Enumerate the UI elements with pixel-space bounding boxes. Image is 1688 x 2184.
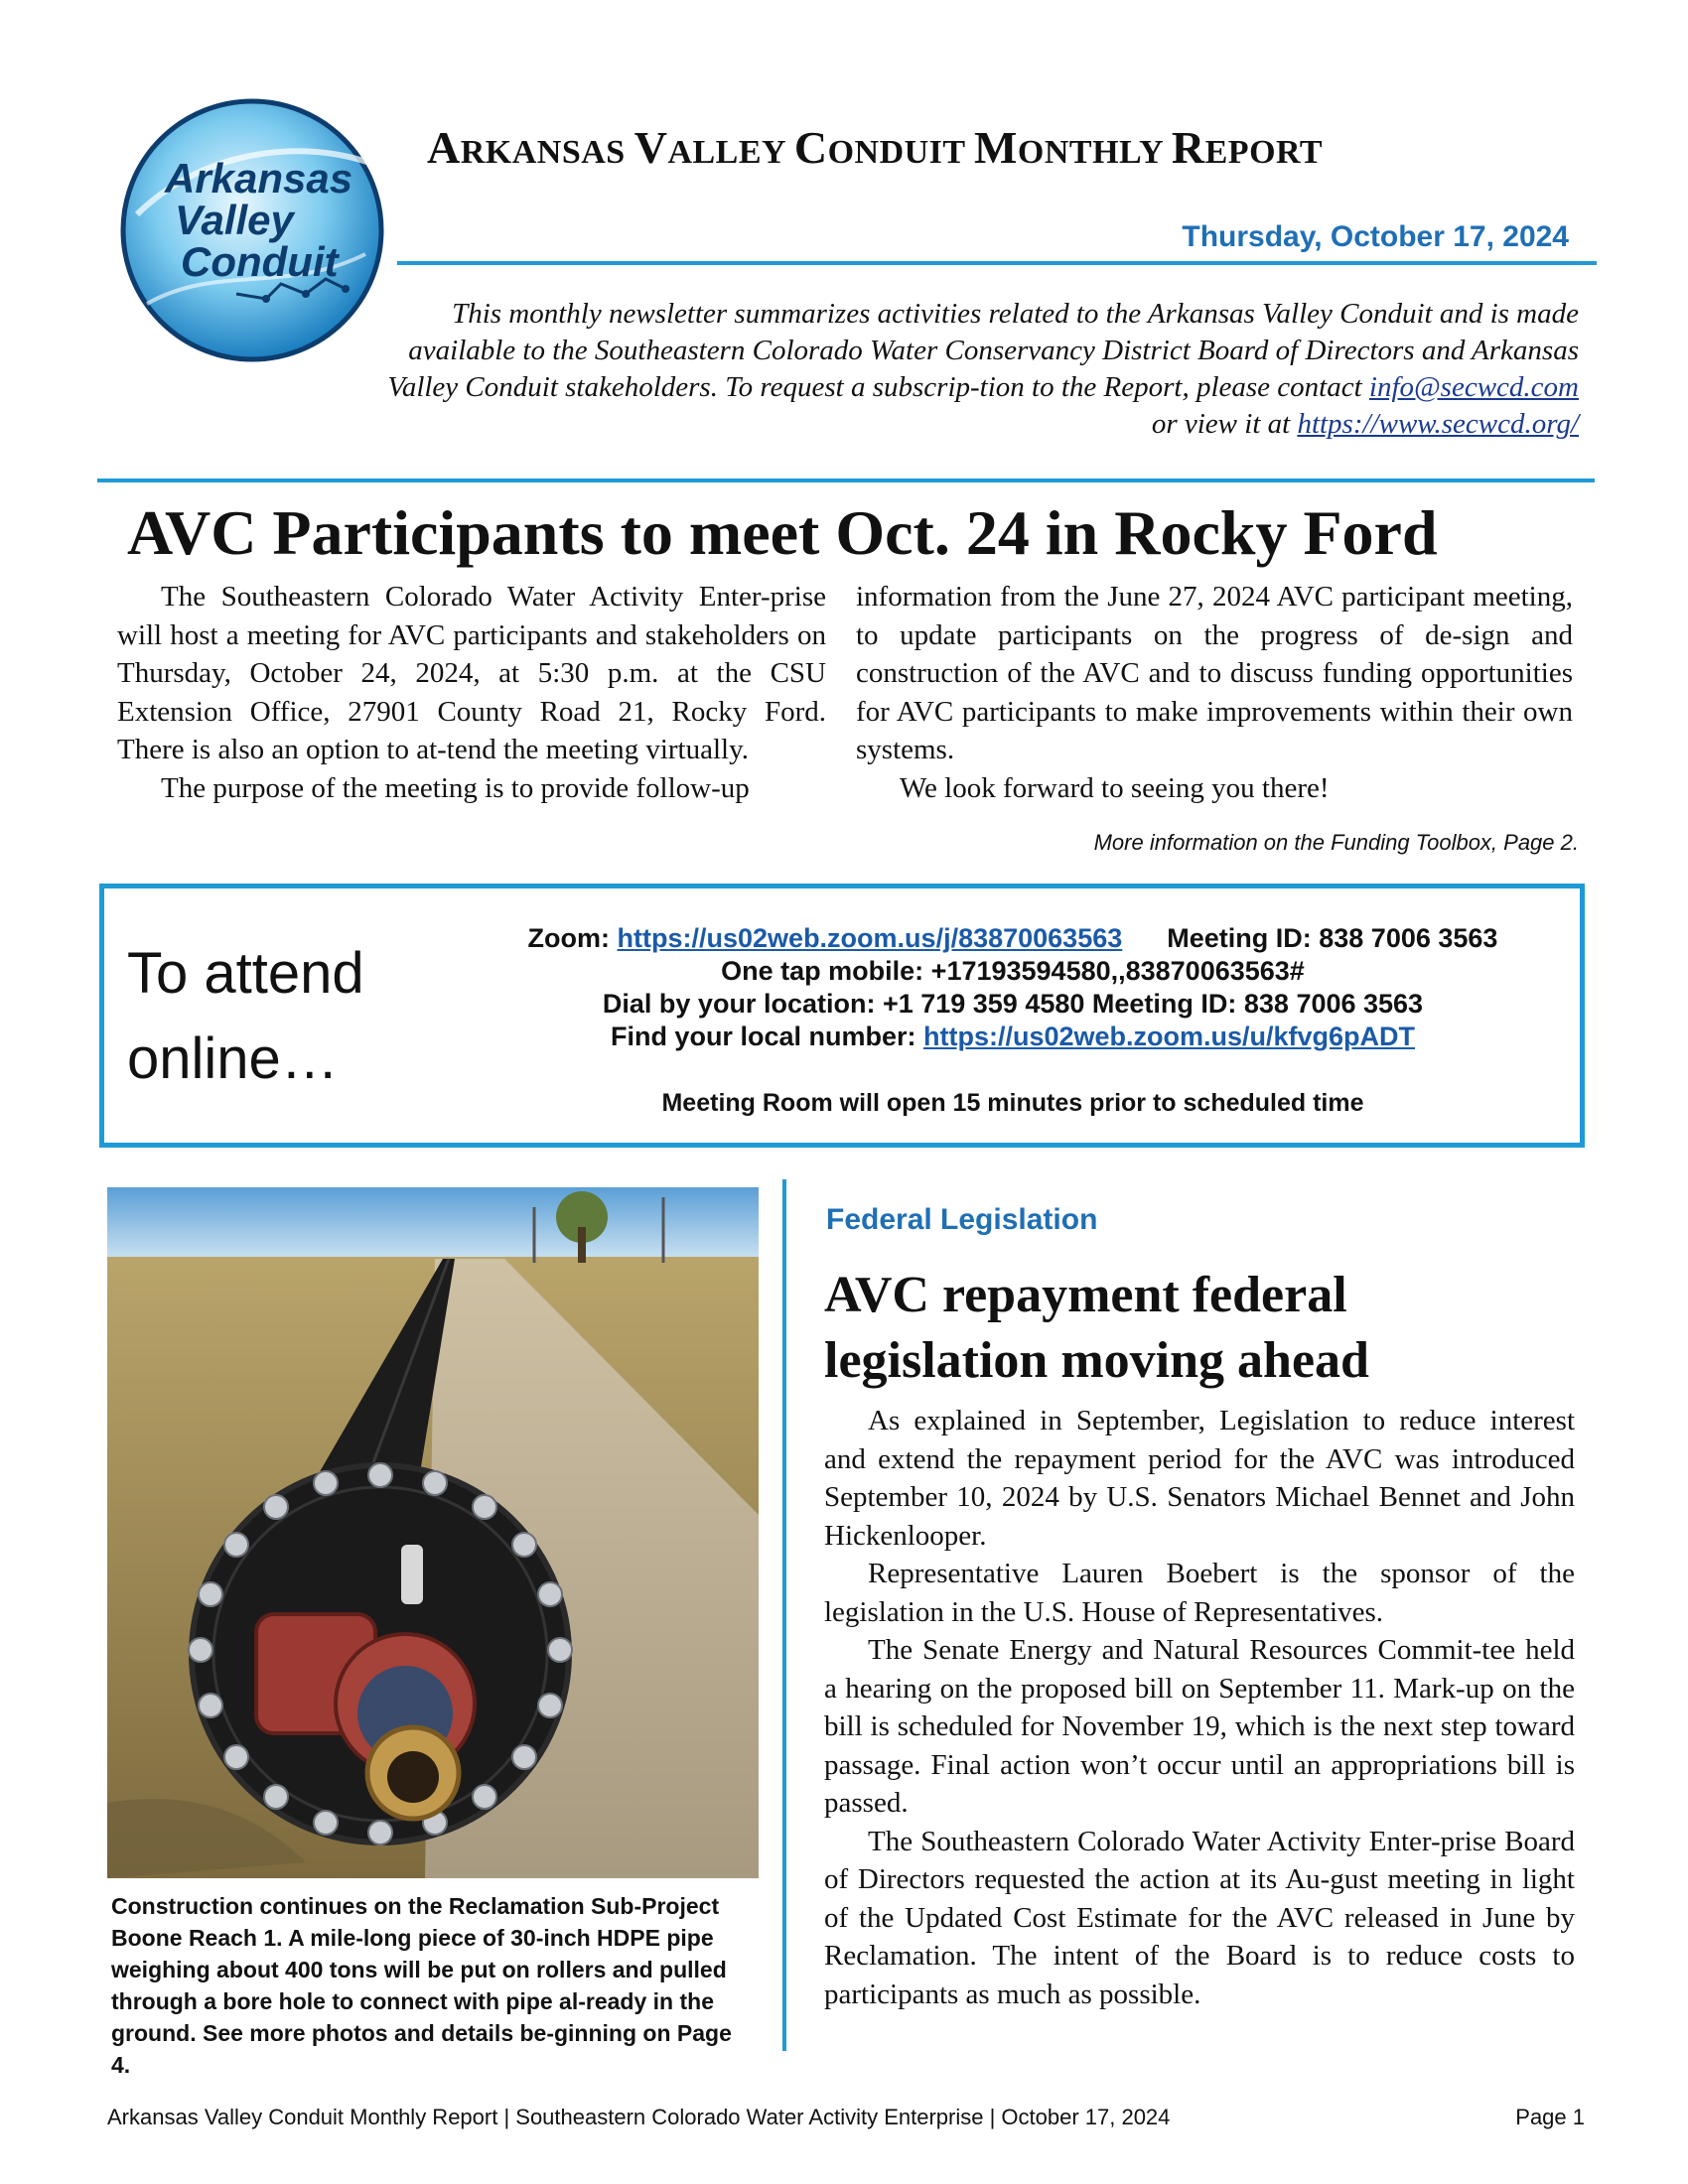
- title-cap: A: [427, 122, 461, 173]
- title-cap: C: [793, 122, 828, 173]
- intro-paragraph: [367, 296, 1579, 443]
- column-divider: [782, 1179, 786, 2051]
- lead-column-right: [856, 578, 1573, 807]
- avc-logo: [117, 95, 387, 365]
- dial-by-location: Dial by your location: +1 719 359 4580 Meeting ID: 838 7006 3563: [602, 989, 1424, 1019]
- intro-text: This monthly newsletter summarizes activities related to the Arkansas Valley Conduit and is made available to the Southeastern Colorado Water Conservancy District Board of Directors and Arkansas Valley Conduit stakeholders. To request a subscrip-tion to the Report, please contact: [387, 298, 1579, 403]
- local-number-link[interactable]: https://us02web.zoom.us/u/kfvg6pADT: [922, 1022, 1416, 1051]
- zoom-meeting-link[interactable]: https://us02web.zoom.us/j/83870063563: [617, 923, 1123, 953]
- title-cap: R: [1171, 122, 1205, 173]
- email-link[interactable]: info@secwcd.com: [1368, 371, 1579, 403]
- issue-date: Thursday, October 17, 2024: [1182, 220, 1569, 253]
- section-divider: [97, 478, 1595, 482]
- local-number-line: [447, 1022, 1579, 1052]
- masthead-title: [427, 121, 1529, 174]
- title-rest: ONDUIT: [827, 134, 974, 171]
- online-label-line: online…: [127, 1026, 339, 1091]
- federal-headline: AVC repayment federal legislation moving ahead: [824, 1267, 1369, 1389]
- page-number: Page 1: [1515, 2105, 1585, 2129]
- one-tap-mobile: One tap mobile: +17193594580,,83870063563#: [721, 956, 1305, 986]
- federal-paragraph: The Senate Energy and Natural Resources Commit-tee held a hearing on the proposed bill on September 11. Mark-up on the bill is scheduled for November 19, which is the next step toward passage. Final action won’t occur until an appropriations bill is passed.: [824, 1634, 1575, 1819]
- zoom-label: Zoom:: [527, 923, 618, 953]
- title-rest: RKANSAS: [460, 134, 634, 171]
- page-footer: Arkansas Valley Conduit Monthly Report | Southeastern Colorado Water Activity Enterprise | October 17, 2024: [107, 2105, 1171, 2129]
- federal-paragraph: Representative Lauren Boebert is the sponsor of the legislation in the U.S. House of Representatives.: [824, 1558, 1575, 1628]
- zoom-link-line: [447, 923, 1579, 954]
- lead-paragraph: The Southeastern Colorado Water Activity Enter-prise will host a meeting for AVC participants and stakeholders on Thursday, October 24, 2024, at 5:30 p.m. at the CSU Extension Office, 27901 County Road 21, Rocky Ford. There is also an option to at-tend the meeting virtually.: [117, 581, 826, 765]
- lead-column-left: [117, 578, 826, 807]
- online-label-line: To attend: [127, 941, 364, 1006]
- federal-paragraph: The Southeastern Colorado Water Activity Enter-prise Board of Directors requested the action at its Au-gust meeting in light of the Updated Cost Estimate for the AVC released in June by Reclamation. The intent of the Board is to reduce costs to participants as much as possible.: [824, 1825, 1575, 2010]
- lead-headline: AVC Participants to meet Oct. 24 in Rocky Ford: [127, 497, 1438, 568]
- website-link[interactable]: https://www.secwcd.org/: [1297, 408, 1579, 440]
- lead-paragraph: information from the June 27, 2024 AVC participant meeting, to update participants on the progress of de-sign and construction of the AVC and to discuss funding opportunities for AVC participants to make improvements within their own systems.: [856, 581, 1573, 765]
- meeting-room-note: Meeting Room will open 15 minutes prior to scheduled time: [661, 1089, 1364, 1117]
- meeting-id: Meeting ID: 838 7006 3563: [1167, 923, 1498, 953]
- online-label: [127, 931, 425, 1102]
- federal-body: [824, 1402, 1575, 2013]
- logo-word-1: Arkansas: [165, 155, 353, 202]
- toolbox-note: More information on the Funding Toolbox, Page 2.: [1093, 830, 1579, 855]
- logo-word-2: Valley: [175, 197, 294, 243]
- title-rest: EPORT: [1204, 134, 1324, 171]
- lead-paragraph: The purpose of the meeting is to provide follow-up: [161, 771, 750, 804]
- title-rest: ONTHLY: [1017, 134, 1172, 171]
- pipeline-photo: [107, 1187, 759, 1878]
- federal-paragraph: As explained in September, Legislation to reduce interest and extend the repayment period for the AVC was introduced September 10, 2024 by U.S. Senators Michael Bennet and John Hickenlooper.: [824, 1405, 1575, 1552]
- local-number-label: Find your local number:: [610, 1022, 923, 1051]
- section-label: Federal Legislation: [826, 1203, 1098, 1236]
- title-cap: M: [973, 122, 1018, 173]
- intro-text: or view it at: [1151, 408, 1298, 440]
- title-cap: V: [633, 122, 668, 173]
- photo-caption: Construction continues on the Reclamation Sub-Project Boone Reach 1. A mile-long piece of 30-inch HDPE pipe weighing about 400 tons will be put on rollers and pulled through a bore hole to connect with pipe al-ready in the ground. See more photos and details be-ginning on Page 4.: [111, 1893, 732, 2078]
- title-rest: ALLEY: [667, 134, 794, 171]
- header-divider: [397, 261, 1597, 265]
- logo-word-3: Conduit: [181, 238, 339, 285]
- lead-paragraph: We look forward to seeing you there!: [900, 771, 1330, 804]
